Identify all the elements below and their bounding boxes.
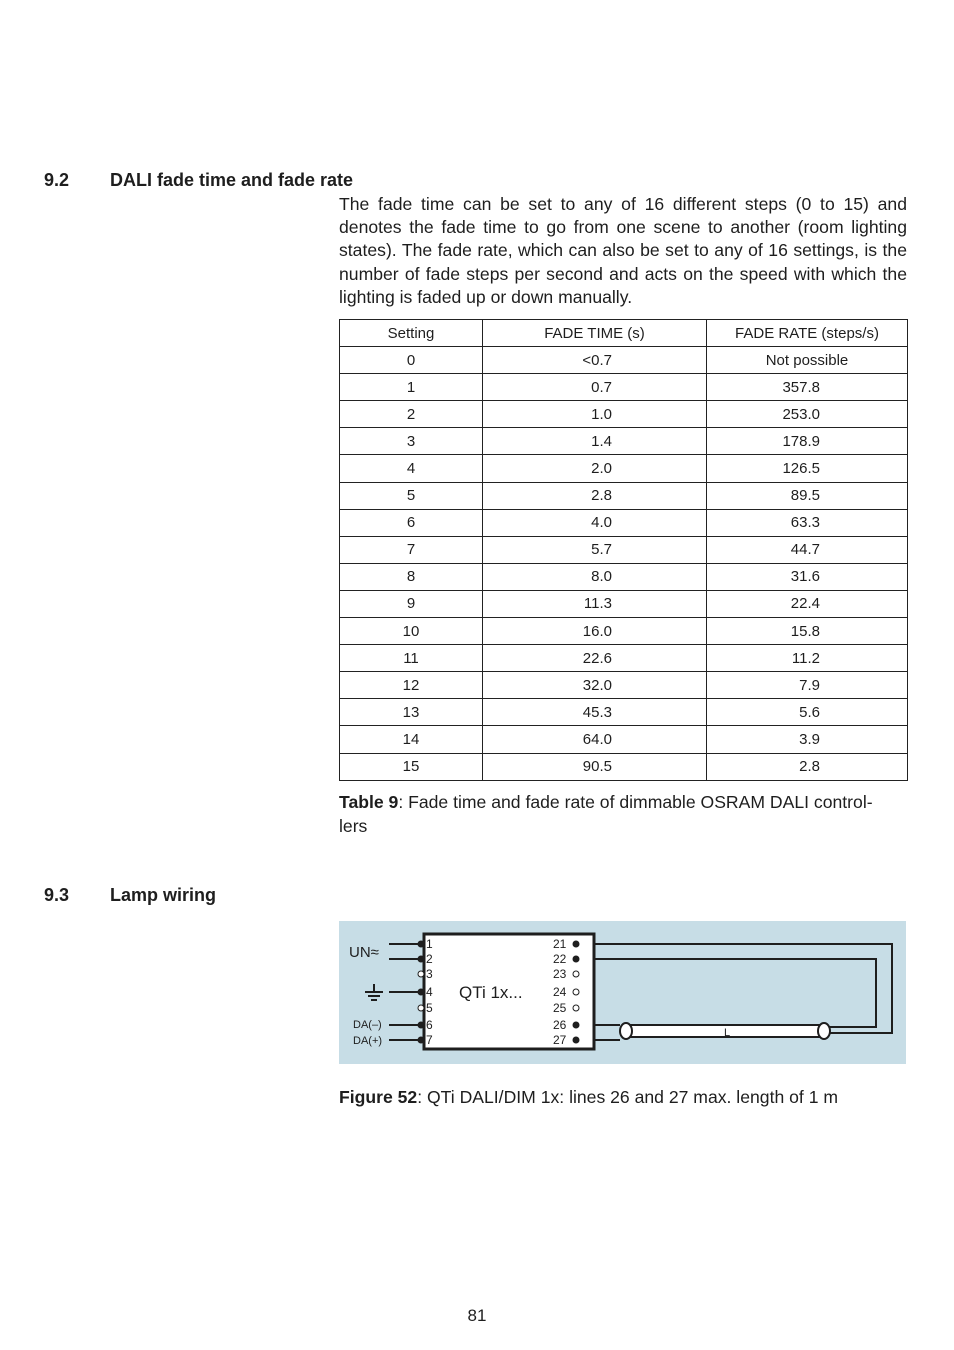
cell-fade-rate: 15.8 [707, 618, 908, 645]
cell-fade-time: 4.0 [483, 509, 707, 536]
supply-label: UN≈ [349, 944, 379, 961]
cell-setting: 11 [340, 645, 483, 672]
wiring-diagram [339, 921, 906, 1064]
table-caption-text-cont: lers [339, 815, 368, 836]
header-fade-rate: FADE RATE (steps/s) [707, 320, 908, 347]
terminal-dot [418, 1022, 424, 1028]
cell-fade-time: 16.0 [483, 618, 707, 645]
intro-paragraph: The fade time can be set to any of 16 different steps (0 to 15) and denotes the fade time to go from one scene to another (room lighting states). The fade rate, which can also be set to any of 16 settings, is the number of fade steps per second and acts on the speed with which the lighting is faded up or down manually. [339, 194, 907, 307]
cell-setting: 0 [340, 347, 483, 374]
table-row [340, 374, 908, 401]
cell-fade-rate: 5.6 [707, 699, 908, 726]
cell-fade-rate: 89.5 [707, 482, 908, 509]
table-caption [339, 791, 907, 838]
terminal-dot [573, 956, 579, 962]
cell-fade-rate: 63.3 [707, 509, 908, 536]
figure-caption [339, 1086, 907, 1110]
cell-setting: 4 [340, 455, 483, 482]
cell-fade-time: 45.3 [483, 699, 707, 726]
ground-icon [365, 984, 383, 1000]
terminal-dot [418, 1005, 424, 1011]
table-row [340, 672, 908, 699]
terminal-label: 4 [426, 985, 433, 999]
cell-fade-time: 0.7 [483, 374, 707, 401]
terminal-dot [573, 1037, 579, 1043]
cell-setting: 1 [340, 374, 483, 401]
table-row [340, 482, 908, 509]
cell-fade-rate: 44.7 [707, 536, 908, 563]
section-9-3-title: Lamp wiring [110, 885, 217, 905]
terminal-label: 22 [553, 952, 567, 966]
cell-fade-rate: 3.9 [707, 726, 908, 753]
cell-setting: 12 [340, 672, 483, 699]
cell-fade-time: 90.5 [483, 753, 707, 780]
cell-fade-rate: 126.5 [707, 455, 908, 482]
lamp-label: L [724, 1027, 731, 1039]
cell-fade-time: <0.7 [483, 347, 707, 374]
terminal-dot [418, 956, 424, 962]
cell-fade-time: 22.6 [483, 645, 707, 672]
cell-fade-rate: 11.2 [707, 645, 908, 672]
terminal-label: 2 [426, 952, 433, 966]
cell-fade-time: 5.7 [483, 536, 707, 563]
cell-setting: 9 [340, 590, 483, 617]
table-row [340, 563, 908, 590]
terminal-label: 5 [426, 1001, 433, 1015]
cell-fade-time: 64.0 [483, 726, 707, 753]
terminal-dot [418, 971, 424, 977]
terminal-label: 6 [426, 1018, 433, 1032]
cell-fade-rate: 357.8 [707, 374, 908, 401]
cell-setting: 2 [340, 401, 483, 428]
table-caption-text: : Fade time and fade rate of dimmable OSRAM DALI control- [398, 792, 873, 812]
cell-fade-rate: 253.0 [707, 401, 908, 428]
table-row [340, 590, 908, 617]
header-fade-time: FADE TIME (s) [483, 320, 707, 347]
terminal-label: 25 [553, 1001, 567, 1015]
terminal-label: 7 [426, 1033, 433, 1047]
cell-fade-time: 2.8 [483, 482, 707, 509]
terminal-dot [418, 941, 424, 947]
table-row [340, 618, 908, 645]
cell-fade-time: 11.3 [483, 590, 707, 617]
cell-fade-time: 32.0 [483, 672, 707, 699]
table-row [340, 428, 908, 455]
cell-fade-rate: 31.6 [707, 563, 908, 590]
cell-setting: 13 [340, 699, 483, 726]
cell-setting: 3 [340, 428, 483, 455]
cell-setting: 10 [340, 618, 483, 645]
terminal-dot [573, 1022, 579, 1028]
cell-fade-rate: Not possible [707, 347, 908, 374]
cell-setting: 15 [340, 753, 483, 780]
table-row [340, 455, 908, 482]
figure-caption-text: : QTi DALI/DIM 1x: lines 26 and 27 max. length of 1 m [417, 1087, 839, 1107]
figure-caption-label: Figure 52 [339, 1087, 418, 1107]
table-row [340, 645, 908, 672]
table-row [340, 347, 908, 374]
lamp-end-left [620, 1023, 632, 1039]
cell-setting: 14 [340, 726, 483, 753]
page-number: 81 [467, 1306, 487, 1325]
cell-fade-rate: 22.4 [707, 590, 908, 617]
section-9-2-number: 9.2 [44, 170, 70, 190]
terminal-label: 23 [553, 967, 567, 981]
table-row [340, 726, 908, 753]
wiring-diagram-svg [339, 921, 906, 1064]
cell-setting: 5 [340, 482, 483, 509]
device-label: QTi 1x... [459, 983, 523, 1002]
section-9-3-number: 9.3 [44, 885, 70, 905]
terminal-label: 21 [553, 937, 567, 951]
cell-fade-time: 2.0 [483, 455, 707, 482]
lamp-wires [595, 944, 892, 1033]
table-row [340, 509, 908, 536]
table-header-row [340, 320, 908, 347]
cell-fade-rate: 7.9 [707, 672, 908, 699]
lamp-end-right [818, 1023, 830, 1039]
terminal-label: 26 [553, 1018, 567, 1032]
header-setting: Setting [340, 320, 483, 347]
da-minus-label: DA(–) [353, 1019, 382, 1031]
terminal-dot [418, 989, 424, 995]
cell-fade-rate: 2.8 [707, 753, 908, 780]
cell-setting: 7 [340, 536, 483, 563]
cell-setting: 6 [340, 509, 483, 536]
cell-setting: 8 [340, 563, 483, 590]
terminal-label: 24 [553, 985, 567, 999]
cell-fade-rate: 178.9 [707, 428, 908, 455]
terminal-dot [573, 941, 579, 947]
terminal-dot [573, 989, 579, 995]
table-row [340, 753, 908, 780]
terminal-dot [573, 1005, 579, 1011]
terminal-dot [573, 971, 579, 977]
fade-table [339, 319, 908, 781]
table-caption-label: Table 9 [339, 792, 399, 812]
table-row [340, 699, 908, 726]
cell-fade-time: 1.4 [483, 428, 707, 455]
terminal-label: 1 [426, 937, 433, 951]
terminal-label: 27 [553, 1033, 567, 1047]
cell-fade-time: 1.0 [483, 401, 707, 428]
table-row [340, 401, 908, 428]
terminal-label: 3 [426, 967, 433, 981]
section-9-2-title: DALI fade time and fade rate [110, 170, 354, 190]
cell-fade-time: 8.0 [483, 563, 707, 590]
terminal-dot [418, 1037, 424, 1043]
da-plus-label: DA(+) [353, 1035, 383, 1047]
table-row [340, 536, 908, 563]
